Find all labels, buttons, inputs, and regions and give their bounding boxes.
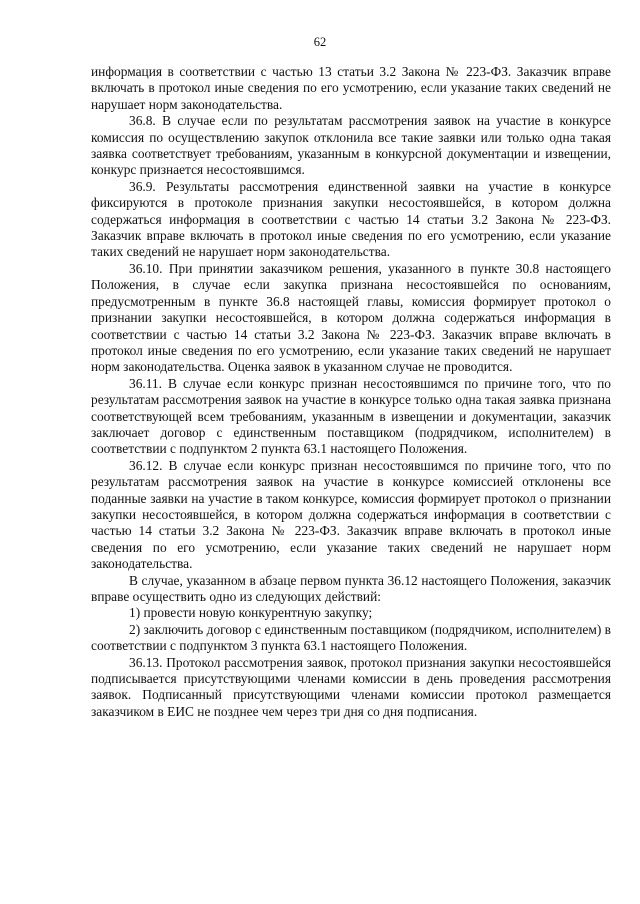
paragraph: 36.10. При принятии заказчиком решения, указанного в пункте 30.8 настоящего Положения, в случае если закупка признана несостоявшейся по основаниям, предусмотренным в пункте 36.8 настоящей главы, комиссия формирует протокол о признании закупки несостоявшейся, в котором должна содержаться информация в соответствии с частью 14 статьи 3.2 Закона № 223-ФЗ. Заказчик вправе включать в протокол иные сведения по его усмотрению, если указание таких сведений не нарушает норм законодательства. Оценка заявок в указанном случае не проводится. [91, 260, 611, 375]
paragraph: 36.13. Протокол рассмотрения заявок, протокол признания закупки несостоявшейся подписывается присутствующими членами комиссии в день проведения рассмотрения заявок. Подписанный присутствующими членами комиссии протокол размещается заказчиком в ЕИС не позднее чем через три дня со дня подписания. [91, 654, 611, 719]
paragraph: В случае, указанном в абзаце первом пункта 36.12 настоящего Положения, заказчик вправе осуществить одно из следующих действий: [91, 572, 611, 604]
paragraph: 36.8. В случае если по результатам рассмотрения заявок на участие в конкурсе комиссия по осуществлению закупок отклонила все такие заявки или только одна такая заявка соответствует требованиям, указанным в конкурсной документации и извещении, конкурс признается несостоявшимся. [91, 113, 611, 178]
paragraph: информация в соответствии с частью 13 статьи 3.2 Закона № 223-ФЗ. Заказчик вправе включать в протокол иные сведения по его усмотрению, если указание таких сведений не нарушает норм законодательства. [91, 64, 611, 112]
document-body [91, 64, 611, 720]
paragraph: 36.9. Результаты рассмотрения единственной заявки на участие в конкурсе фиксируются в протоколе признания закупки несостоявшейся, в котором должна содержаться информация в соответствии с частью 14 статьи 3.2 Закона № 223-ФЗ. Заказчик вправе включать в протокол иные сведения по его усмотрению, если указание таких сведений не нарушает норм законодательства. [91, 178, 611, 260]
page-number: 62 [313, 35, 327, 49]
paragraph: 36.11. В случае если конкурс признан несостоявшимся по причине того, что по результатам рассмотрения заявок на участие в конкурсе только одна такая заявка признана соответствующей всем требованиям, указанным в извещении и документации, заказчик заключает договор с единственным поставщиком (подрядчиком, исполнителем) в соответствии с подпунктом 2 пункта 63.1 настоящего Положения. [91, 375, 611, 457]
list-item: 2) заключить договор с единственным поставщиком (подрядчиком, исполнителем) в соответствии с подпунктом 3 пункта 63.1 настоящего Положения. [91, 621, 611, 654]
paragraph: 36.12. В случае если конкурс признан несостоявшимся по причине того, что по результатам рассмотрения заявок на участие в конкурсе комиссией отклонены все поданные заявки на участие в таком конкурсе, комиссия формирует протокол о признании закупки несостоявшейся, в котором должна содержаться информация в соответствии с частью 14 статьи 3.2 Закона № 223-ФЗ. Заказчик вправе включать в протокол иные сведения по его усмотрению, если указание таких сведений не нарушает норм законодательства. [91, 457, 611, 572]
list-item: 1) провести новую конкурентную закупку; [129, 605, 373, 621]
